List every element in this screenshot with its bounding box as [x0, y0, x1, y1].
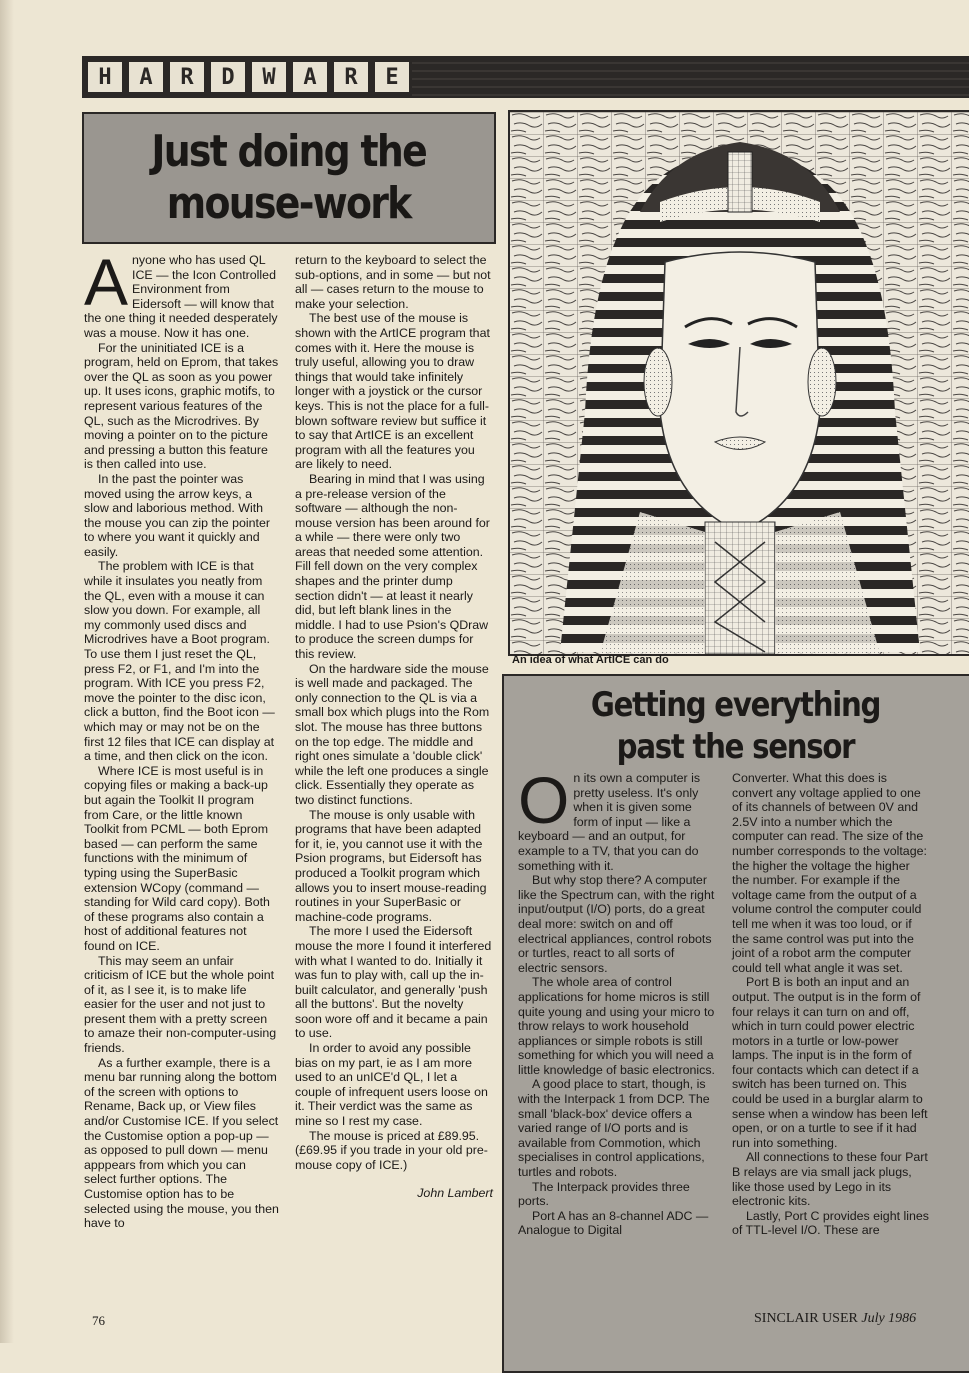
article1-col1-paragraph: This may seem an unfair criticism of ICE but the whole point of it, as I see it, is to make life easier for the user and not just to present them with a pretty screen to amaze their non-computer-using friends. — [84, 953, 277, 1056]
article1-col2-paragraph: Bearing in mind that I was using a pre-release version of the software — although the non-mouse version has been around for a while — there were only two areas that needed some attention. Fill fell down on the very complex shapes and the printer dump section didn't — at least it nearly did, but left blank lines in the middle. I had to use Psion's QDraw to produce the screen dumps for this review. — [295, 471, 490, 662]
article2-col2-paragraph: Lastly, Port C provides eight lines of TTL-level I/O. These are — [732, 1208, 929, 1238]
article2-col1-paragraph: Port A has an 8-channel ADC — Analogue to Digital — [518, 1208, 709, 1238]
page-number: 76 — [92, 1313, 105, 1328]
article1-title — [152, 126, 427, 230]
pharaoh-image — [510, 112, 969, 654]
page-footer — [754, 1311, 916, 1327]
banner-letter: W — [250, 60, 288, 94]
banner-letter: R — [168, 60, 206, 94]
footer-magazine: SINCLAIR USER — [754, 1311, 858, 1326]
article2-column2 — [732, 771, 930, 1238]
article2-title — [535, 684, 937, 768]
article1-title-line2: mouse-work — [167, 178, 411, 229]
article2-dropcap: O — [518, 763, 570, 837]
article2-col2-paragraph: Converter. What this does is convert any voltage applied to one of its channels of between 0V and 2.5V into a number which the computer can read. The size of the number corresponds to the voltage: the higher the voltage the higher the number. For example if the voltage came from the output of a volume control the computer could tell me when it was too loud, or if the same control was put into the joint of a robot arm the computer could tell what angle it was set. — [732, 771, 927, 975]
section-banner — [82, 56, 969, 98]
banner-stripes — [412, 56, 969, 98]
article1-dropcap: A — [84, 245, 129, 319]
article2-title-line1: Getting everything — [590, 685, 881, 725]
article1-col2-paragraph: In order to avoid any possible bias on my part, ie as I am more used to an unICE'd QL, I let a couple of infrequent users loose on it. Their verdict was the same as mine so I rest my case. — [295, 1041, 488, 1129]
article1-col2-paragraph: return to the keyboard to select the sub-options, and in some — but not all — cases return to the mouse to make your selection. — [295, 253, 491, 311]
article1-col1-paragraph: The problem with ICE is that while it insulates you neatly from the QL, even with a mouse it can slow you down. For example, all my commonly used discs and Microdrives have a Boot program. To use them I just reset the QL, press F2, or F1, and I'm into the program. With ICE you press F2, move the pointer to the disc icon, click a button, find the Boot icon — which may or may not be on the first 12 files that ICE can display at a time, and then click on the icon. — [84, 559, 275, 764]
article1-col2-paragraph: The best use of the mouse is shown with the ArtICE program that comes with it. Here the mouse is truly useful, allowing you to draw things that would take infinitely longer with a joystick or the cursor keys. This is not the place for a full-blown software review but suffice it to say that ArtICE is an excellent program with all the features you are likely to need. — [295, 311, 490, 472]
article2-col1-paragraph: A good place to start, though, is with the Interpack 1 from DCP. The small 'black-box' device offers a varied range of I/O ports and is available from Commotion, which specialises in control applications, turtles and robots. — [518, 1077, 710, 1180]
article1-col1-paragraph: Where ICE is most useful is in copying files or making a back-up but again the Toolkit II program from Care, or the little known Toolkit from PCML — both Eprom based — can perform the same functions with the minimum of typing using the SuperBasic extension WCopy (command — standing for Wild card copy). Both of these programs also contain a host of additional features not found on ICE. — [84, 763, 270, 953]
article1-title-box — [82, 112, 496, 244]
article1-col2-paragraph: On the hardware side the mouse is well made and packaged. The only connection to the QL is via a small box which plugs into the Rom slot. The mouse has three buttons on the top edge. The middle and right ones simulate a 'double click' while the left one produces a single click. Essentially they operate as two distinct functions. — [295, 661, 490, 807]
article2-col2-paragraph: All connections to these four Part B relays are via small jack plugs, like those used by Lego in its electronic kits. — [732, 1150, 928, 1209]
footer-date: July 1986 — [861, 1311, 917, 1326]
banner-letter: A — [291, 60, 329, 94]
article1-col1-paragraph: nyone who has used QL ICE — the Icon Controlled Environment from Eidersoft — will know that the one thing it needed desperately was a mouse. Now it has one. — [84, 253, 278, 340]
pharaoh-artice-picture — [508, 110, 969, 656]
article2-col2-paragraph: Port B is both an input and an output. The output is in the form of four relays it can turn on and off, which in turn could power electric motors in a turtle or low-power lamps. The input is in the form of four contacts which can detect if a switch has been turned on. This could be used in a burglar alarm to sense when a window has been left open, or on a turtle to see if it had run into something. — [732, 975, 928, 1150]
image-caption: An idea of what ArtICE can do — [512, 654, 669, 666]
article2-column1 — [518, 763, 716, 1238]
article1-title-line1: Just doing the — [151, 126, 427, 177]
article2-title-box — [502, 684, 969, 768]
article1-byline: John Lambert — [417, 1186, 493, 1201]
article2-col1-paragraph: But why stop there? A computer like the Spectrum can, with the right input/output (I/O) ports, do a great deal more: switch on and off electrical appliances, control robots or turtles, react to all sorts of electric sensors. — [518, 873, 715, 975]
banner-letter: E — [373, 60, 411, 94]
article2-title-line2: past the sensor — [616, 727, 855, 767]
article1-column1 — [84, 245, 280, 1231]
article1-col2-paragraph: The more I used the Eidersoft mouse the more I found it interfered with what I wanted to do. Initially it was fun to play with, call up the in-built calculator, and generally 'push all the buttons'. But the novelty soon wore off and it became a pain to use. — [295, 924, 492, 1041]
section-banner-letters — [86, 60, 411, 94]
article1-col2-paragraph: The mouse is only usable with programs that have been adapted for it, ie, you cannot use it with the Psion programs, but Eidersoft has produced a Toolkit program which allows you to insert mouse-reading routines in your SuperBasic or machine-code programs. — [295, 807, 487, 924]
article2-col1-paragraph: The whole area of control applications for home micros is still quite young and using your micro to throw relays to work household appliances or simple robots is still something for which you will need a little knowledge of basic electronics. — [518, 975, 715, 1077]
banner-letter: R — [332, 60, 370, 94]
article1-col1-paragraph: As a further example, there is a menu bar running along the bottom of the screen with options to Rename, Back up, or View files and/or Customise ICE. If you select the Customise option a pop-up — as opposed to pull down — menu apppears from which you can select further options. The Customise option has to be selected using the mouse, you then have to — [84, 1055, 279, 1231]
article2-col1-paragraph: The Interpack provides three ports. — [518, 1179, 690, 1209]
article1-col1-paragraph: For the uninitiated ICE is a program, held on Eprom, that takes over the QL as soon as you power up. It uses icons, graphic motifs, to represent various features of the QL, such as the Microdrives. By moving a pointer on to the picture and pressing a button this feature is then called into use. — [84, 340, 279, 472]
article2-col1-paragraph: n its own a computer is pretty useless. It's only when it is given some form of input — like a keyboard — and an output, for example to a TV, that you can do something with it. — [518, 771, 701, 873]
article1-column2 — [295, 253, 493, 1201]
article1-col1-paragraph: In the past the pointer was moved using the arrow keys, a slow and laborious method. With the mouse you can zip the pointer to where you want it quickly and easily. — [84, 471, 270, 559]
banner-letter: D — [209, 60, 247, 94]
article1-col2-paragraph: The mouse is priced at £89.95. (£69.95 if you trade in your old pre-mouse copy of ICE.) — [295, 1128, 488, 1172]
page-edge-shadow — [0, 0, 14, 1343]
banner-letter: A — [127, 60, 165, 94]
banner-letter: H — [86, 60, 124, 94]
